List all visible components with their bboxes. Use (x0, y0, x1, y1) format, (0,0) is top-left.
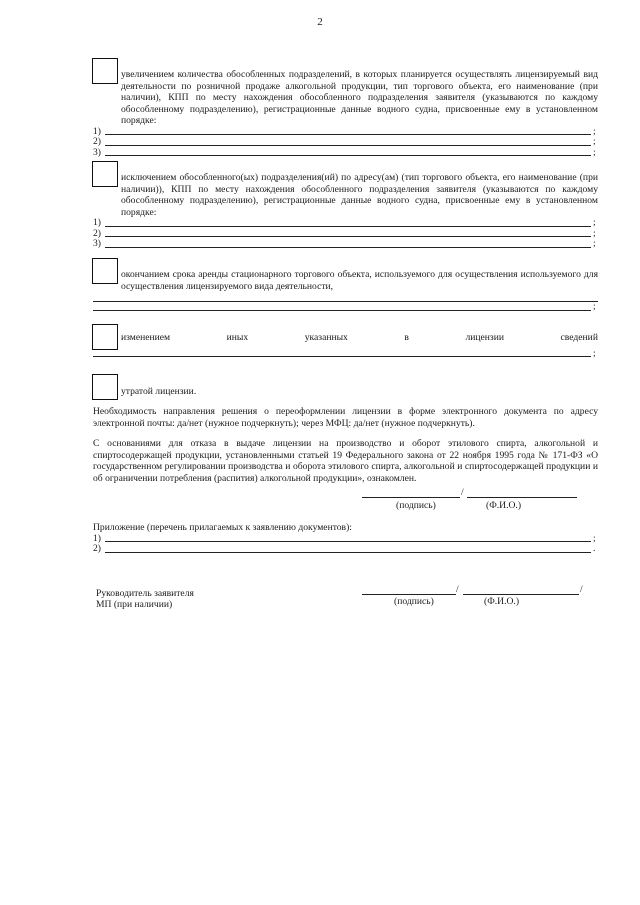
line-end: ; (593, 301, 596, 312)
item-4-words (93, 332, 598, 344)
word: иных (226, 332, 249, 343)
item-2-text: исключением обособленного(ых) подразделения(ий) по адресу(ам) (тип торгового объекта, его наименование (при наличии)), КПП по месту нахождения обособленного подразделения заявителя (указываются по каждому обособленному подразделению), регистрационные данные водного судна, присвоенные ему в установленном порядке: (121, 172, 598, 218)
name-label: (Ф.И.О.) (484, 596, 520, 607)
slash: / (456, 584, 459, 595)
line-number: 3) (93, 146, 101, 158)
line-number: 2) (93, 136, 101, 147)
refusal-notice: С основаниями для отказа в выдаче лицензии на производство и оборот этилового спирта, алкогольной и спиртосодержащей продукции, установленными статьей 19 Федерального закона от 22 ноября 1995 года № 171-ФЗ «О государственном регулировании производства и оборота этилового спирта, алкогольной и спиртосодержащей продукции и об ограничении потребления (распития) алкогольной продукции», ознакомлен. (93, 438, 598, 484)
page-number: 2 (317, 16, 323, 28)
sign-label: (подпись) (396, 500, 436, 511)
fill-line[interactable] (93, 544, 598, 555)
line-number: 1) (93, 125, 101, 137)
fill-line[interactable] (93, 229, 598, 240)
line-number: 1) (93, 217, 101, 228)
item-license-loss (93, 386, 598, 398)
item-3-text: окончанием срока аренды стационарного торгового объекта, используемого для осуществления используемого для осуществления лицензируемого вида деятельности, (121, 269, 598, 292)
line-end: ; (593, 532, 596, 544)
line-end: . (593, 543, 596, 554)
item-other-changes (93, 332, 598, 359)
end-slash: / (580, 584, 583, 595)
line-end: ; (593, 146, 596, 158)
item-5-text: утратой лицензии. (121, 386, 197, 397)
email-notice: Необходимость направления решения о переоформлении лицензии в форме электронного документа по адресу электронной почты: да/нет (нужное подчеркнуть); через МФЦ: да/нет (нужное подчеркнуть). (93, 406, 598, 429)
sign-label: (подпись) (394, 596, 434, 607)
item-increase-subdivisions (93, 69, 598, 158)
fill-line[interactable] (93, 534, 598, 545)
line-end: ; (593, 136, 596, 147)
fill-line[interactable] (93, 239, 598, 250)
name-line[interactable] (467, 497, 577, 498)
fill-line[interactable] (93, 148, 598, 159)
fill-line[interactable] (93, 137, 598, 148)
item-lease-expiry (93, 269, 598, 313)
item-1-text: увеличением количества обособленных подразделений, в которых планируется осуществлять лицензируемый вид деятельности по розничной продаже алкогольной продукции, тип торгового объекта, его наименование (при наличии), КПП по месту нахождения обособленного подразделения заявителя (указываются по каждому обособленному подразделению), регистрационные данные водного судна, присвоенные ему в установленном порядке: (121, 69, 598, 126)
fill-line[interactable] (93, 127, 598, 138)
word: сведений (560, 332, 598, 343)
slash: / (461, 487, 464, 498)
line-end: ; (593, 227, 596, 239)
name-label: (Ф.И.О.) (486, 500, 522, 511)
fill-line[interactable] (93, 302, 598, 313)
line-end: ; (593, 217, 596, 228)
name-line[interactable] (463, 594, 579, 595)
word: указанных (304, 332, 348, 343)
item-exclude-subdivisions (93, 172, 598, 250)
line-number: 1) (93, 532, 101, 544)
attachments-title: Приложение (перечень прилагаемых к заявлению документов): (93, 522, 352, 533)
fill-line[interactable] (93, 349, 598, 360)
word: в (404, 332, 409, 343)
signature-line[interactable] (362, 497, 460, 498)
attachments (93, 522, 598, 555)
line-number: 2) (93, 227, 101, 239)
signature-line[interactable] (362, 594, 456, 595)
line-number: 2) (93, 543, 101, 554)
line-end: ; (593, 347, 596, 359)
head-label: Руководитель заявителя (96, 588, 194, 599)
line-end: ; (593, 238, 596, 249)
line-number: 3) (93, 238, 101, 249)
word: изменением (121, 332, 171, 343)
fill-line[interactable] (93, 218, 598, 229)
word: лицензии (465, 332, 504, 343)
seal-label: МП (при наличии) (96, 599, 173, 610)
line-end: ; (593, 125, 596, 137)
